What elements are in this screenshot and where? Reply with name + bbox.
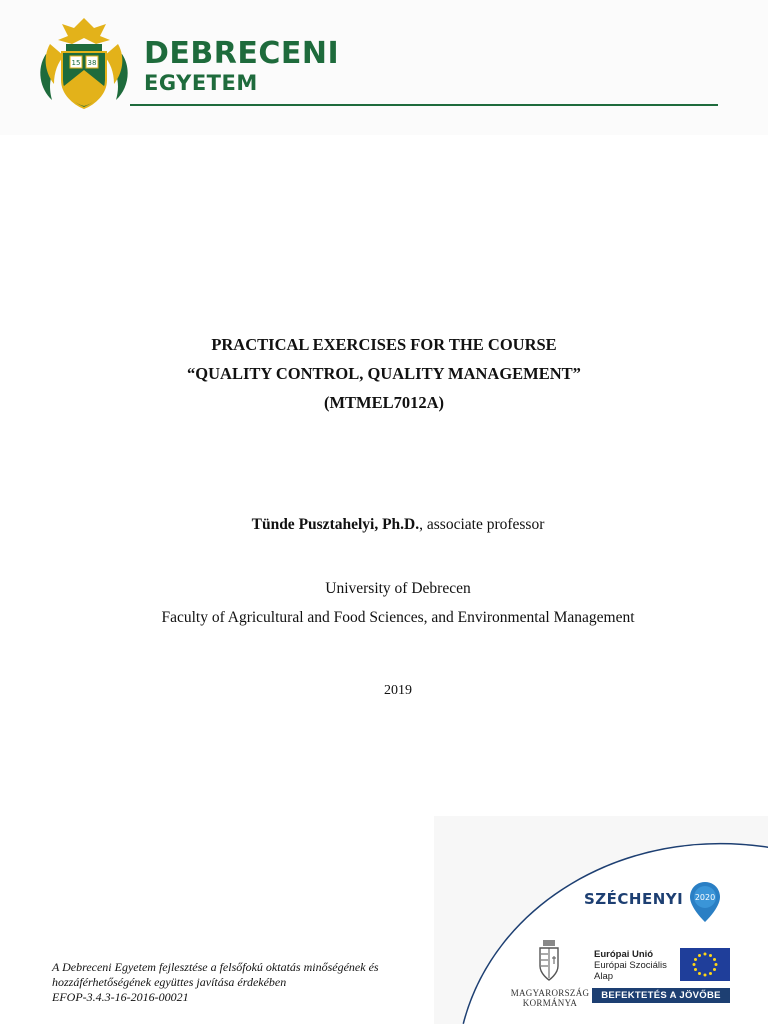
funding-note-line-2: hozzáférhetőségének együttes javítása érdekében bbox=[52, 975, 287, 989]
eu-fund-label bbox=[594, 949, 667, 982]
faculty-name: Faculty of Agricultural and Food Sciences, and Environmental Management bbox=[161, 609, 635, 626]
author-name: Tünde Pusztahelyi, Ph.D. bbox=[251, 516, 420, 533]
funding-note-line-3: EFOP-3.4.3-16-2016-00021 bbox=[52, 990, 189, 1004]
mk-line-2: KORMÁNYA bbox=[522, 998, 578, 1008]
author-line bbox=[0, 516, 768, 534]
title-line-2: “QUALITY CONTROL, QUALITY MANAGEMENT” bbox=[187, 364, 581, 383]
author-role: , associate professor bbox=[419, 516, 545, 533]
funding-note bbox=[52, 960, 452, 1005]
hungary-coat-of-arms-icon bbox=[534, 938, 564, 984]
wordmark-line-1: DEBRECENI bbox=[144, 36, 340, 71]
szechenyi-pin-icon bbox=[688, 880, 722, 924]
hungarian-government-label bbox=[506, 988, 594, 1008]
investment-banner: BEFEKTETÉS A JÖVŐBE bbox=[592, 988, 730, 1003]
szechenyi-year: 2020 bbox=[694, 893, 716, 902]
wordmark-line-2: EGYETEM bbox=[144, 71, 258, 95]
eu-flag-icon bbox=[680, 948, 730, 981]
publication-year: 2019 bbox=[384, 683, 412, 698]
affiliation bbox=[0, 574, 768, 632]
eu-line-3: Alap bbox=[594, 971, 614, 982]
title-line-3: (MTMEL7012A) bbox=[323, 393, 445, 412]
university-crest-logo bbox=[36, 14, 132, 112]
university-wordmark bbox=[144, 38, 339, 94]
eu-line-2: Európai Szociális bbox=[594, 960, 667, 971]
szechenyi-2020-badge bbox=[434, 816, 768, 1024]
mk-line-1: MAGYARORSZÁG bbox=[510, 988, 590, 998]
document-title bbox=[0, 330, 768, 417]
eu-line-1: Európai Unió bbox=[594, 949, 654, 960]
page-header bbox=[0, 0, 768, 135]
szechenyi-label: SZÉCHENYI bbox=[584, 890, 684, 908]
university-name: University of Debrecen bbox=[325, 580, 471, 597]
header-divider bbox=[130, 104, 718, 106]
funding-note-line-1: A Debreceni Egyetem fejlesztése a felsőfokú oktatás minőségének és bbox=[52, 960, 379, 974]
title-line-1: PRACTICAL EXERCISES FOR THE COURSE bbox=[211, 335, 557, 354]
crest-year-right: 38 bbox=[87, 59, 97, 67]
crest-year-left: 15 bbox=[71, 59, 81, 67]
